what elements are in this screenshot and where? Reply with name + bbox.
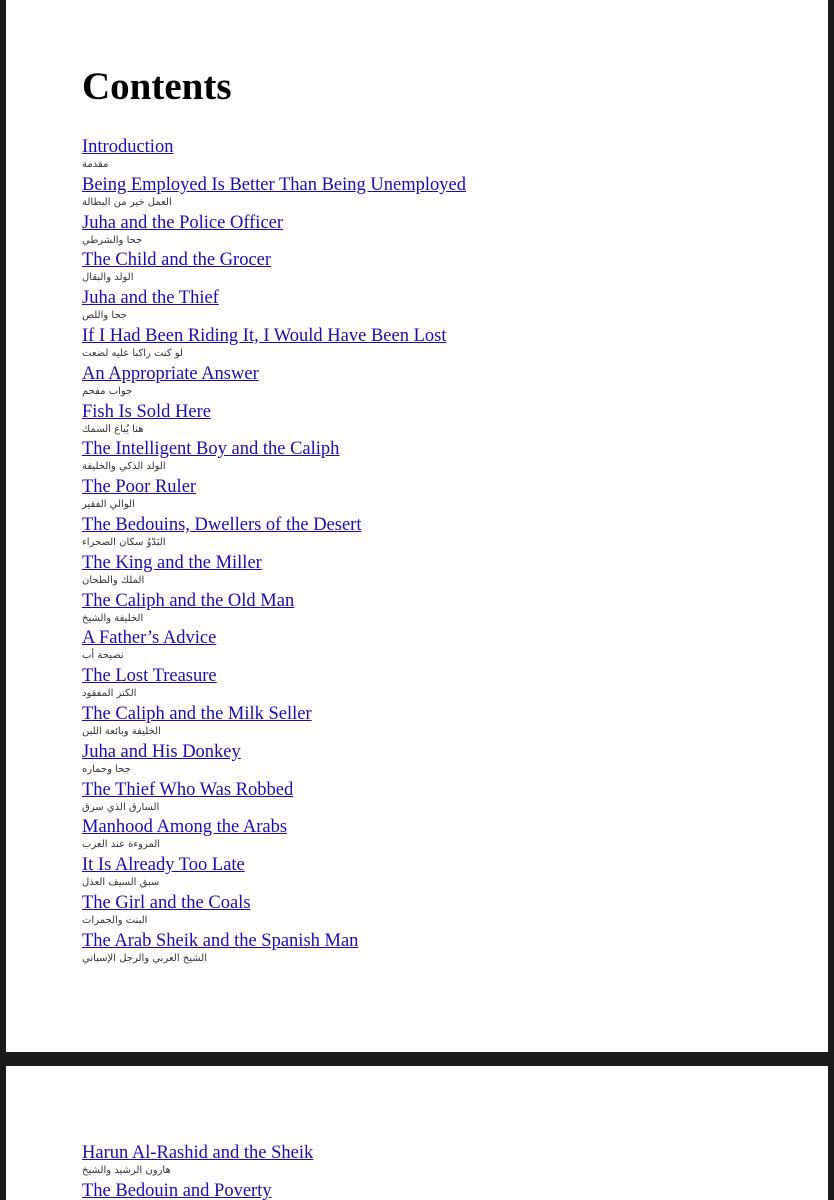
toc-arabic-subtitle: هارون الرشيد والشيخ — [82, 1165, 171, 1176]
toc-entry — [82, 741, 466, 779]
toc-link[interactable]: An Appropriate Answer — [82, 363, 259, 384]
toc-arabic-subtitle: جحا وحماره — [82, 763, 131, 775]
toc-link[interactable]: The King and the Miller — [82, 552, 262, 573]
toc-arabic-subtitle: السارق الذي سرق — [82, 801, 160, 813]
toc-link[interactable]: The Poor Ruler — [82, 477, 197, 498]
toc-arabic-subtitle: سبق السيف العذل — [82, 877, 160, 889]
toc-entry — [82, 1180, 313, 1200]
toc-entry — [82, 136, 466, 174]
toc-link[interactable]: The Girl and the Coals — [82, 892, 251, 913]
toc-entry — [82, 590, 466, 628]
toc-link[interactable]: A Father’s Advice — [82, 628, 217, 649]
toc-link[interactable]: It Is Already Too Late — [82, 855, 245, 876]
toc-link[interactable]: The Child and the Grocer — [82, 250, 272, 271]
toc-arabic-subtitle: جحا واللص — [82, 310, 128, 322]
toc-entry — [82, 930, 466, 968]
toc-link[interactable]: The Thief Who Was Robbed — [82, 779, 294, 800]
toc-entry — [82, 665, 466, 703]
toc-link[interactable]: The Caliph and the Old Man — [82, 590, 295, 611]
toc-entry — [82, 438, 466, 476]
toc-arabic-subtitle: الولد والبقال — [82, 272, 134, 284]
toc-link[interactable]: Juha and the Thief — [82, 288, 219, 309]
toc-link[interactable]: If I Had Been Riding It, I Would Have Been Lost — [82, 325, 447, 346]
toc-link[interactable]: The Caliph and the Milk Seller — [82, 703, 312, 724]
toc-entry — [82, 703, 466, 741]
toc-entry — [82, 287, 466, 325]
toc-entry — [82, 854, 466, 892]
toc-arabic-subtitle: جواب مفحم — [82, 385, 133, 397]
toc-arabic-subtitle: الولد الذكي والخليفة — [82, 461, 166, 473]
toc-arabic-subtitle: الكنز المفقود — [82, 688, 137, 700]
table-of-contents-continued — [82, 1142, 313, 1200]
toc-link[interactable]: The Bedouin and Poverty — [82, 1180, 272, 1200]
toc-entry — [82, 514, 466, 552]
toc-link[interactable]: The Intelligent Boy and the Caliph — [82, 439, 340, 460]
toc-arabic-subtitle: الشيخ العربي والرجل الإسباني — [82, 952, 208, 964]
toc-link[interactable]: Manhood Among the Arabs — [82, 817, 288, 838]
toc-arabic-subtitle: الخليفة وبائعة اللبن — [82, 725, 161, 737]
toc-entry — [82, 212, 466, 250]
toc-entry — [82, 401, 466, 439]
toc-arabic-subtitle: العمل خير من البطالة — [82, 196, 172, 208]
toc-arabic-subtitle: البَدْوُ سكان الصحراء — [82, 536, 166, 548]
toc-arabic-subtitle: الخليفة والشيخ — [82, 612, 144, 624]
toc-arabic-subtitle: البنت والجمرات — [82, 914, 148, 926]
table-of-contents — [82, 136, 466, 968]
toc-entry — [82, 1142, 313, 1180]
toc-arabic-subtitle: جحا والشرطي — [82, 234, 143, 246]
toc-arabic-subtitle: نصيحة أب — [82, 650, 124, 662]
toc-entry — [82, 552, 466, 590]
toc-entry — [82, 174, 466, 212]
toc-arabic-subtitle: الوالي الفقير — [82, 499, 135, 511]
toc-entry — [82, 325, 466, 363]
toc-arabic-subtitle: مقدمة — [82, 159, 109, 170]
toc-link[interactable]: Being Employed Is Better Than Being Unemployed — [82, 174, 466, 195]
toc-link[interactable]: Juha and His Donkey — [82, 741, 241, 762]
toc-entry — [82, 892, 466, 930]
toc-arabic-subtitle: الملك والطحان — [82, 574, 145, 586]
toc-link[interactable]: Introduction — [82, 137, 174, 157]
page-title: Contents — [82, 65, 232, 108]
toc-entry — [82, 363, 466, 401]
toc-link[interactable]: The Lost Treasure — [82, 666, 217, 687]
toc-link[interactable]: The Bedouins, Dwellers of the Desert — [82, 514, 362, 535]
toc-entry — [82, 249, 466, 287]
toc-link[interactable]: Fish Is Sold Here — [82, 401, 211, 422]
toc-link[interactable]: The Arab Sheik and the Spanish Man — [82, 930, 359, 951]
toc-entry — [82, 627, 466, 665]
toc-arabic-subtitle: المروءة عند العرب — [82, 839, 161, 851]
toc-entry — [82, 476, 466, 514]
toc-link[interactable]: Harun Al-Rashid and the Sheik — [82, 1143, 314, 1163]
toc-entry — [82, 816, 466, 854]
toc-entry — [82, 779, 466, 817]
toc-arabic-subtitle: هنا يُباع السمك — [82, 423, 144, 435]
page-1 — [6, 0, 828, 1052]
toc-arabic-subtitle: لو كنت راكبا عليه لضعت — [82, 347, 183, 359]
page-2 — [6, 1066, 828, 1200]
toc-link[interactable]: Juha and the Police Officer — [82, 212, 284, 233]
